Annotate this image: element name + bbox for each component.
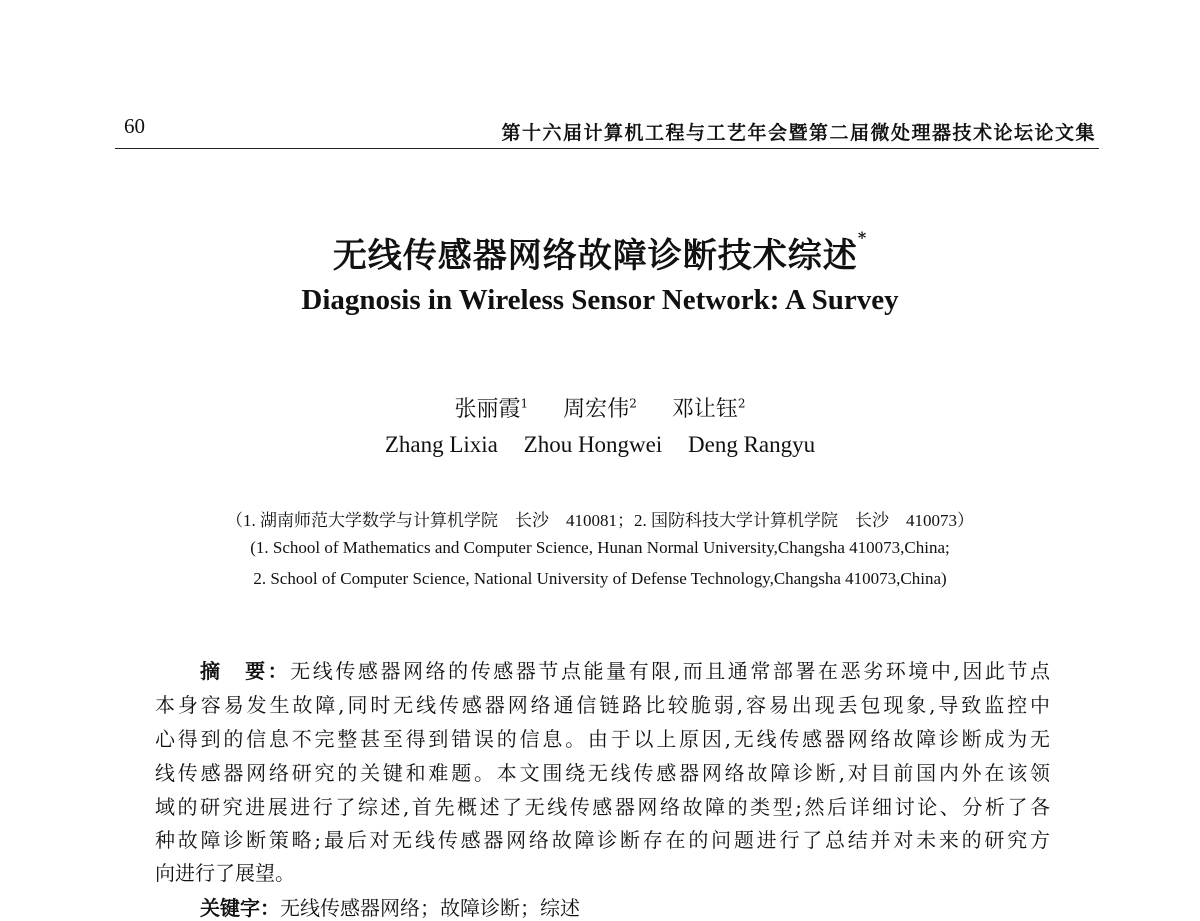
affiliation-english-1: (1. School of Mathematics and Computer Science, Hunan Normal University,Changsha 410073,China; [250,538,950,557]
keywords-label: 关键字： [200,896,280,920]
author [455,397,529,422]
author-english: Zhang Lixia [384,432,498,457]
authors-chinese [0,392,1200,423]
abstract-line: 向进行了展望。 [155,861,295,885]
author [563,397,637,422]
abstract-line [200,655,1050,684]
page-number: 60 [124,114,145,138]
author-affiliation-mark: 2 [629,396,637,411]
author-name: 邓让钰 [671,397,738,422]
author-english: Deng Rangyu [688,432,816,457]
abstract-line: 线传感器网络研究的关键和难题。本文围绕无线传感器网络故障诊断,对目前国内外在该领 [155,761,1050,785]
title-chinese-text: 无线传感器网络故障诊断技术综述 [332,236,858,276]
keywords-text: 无线传感器网络；故障诊断；综述 [280,896,580,920]
abstract-line: 心得到的信息不完整甚至得到错误的信息。由于以上原因,无线传感器网络故障诊断成为无 [155,727,1050,751]
abstract-label: 摘 要： [200,659,291,683]
author-english: Zhou Hongwei [523,432,663,457]
author-affiliation-mark: 2 [737,396,746,411]
affiliation-english-2: 2. School of Computer Science, National University of Defense Technology,Changsha 410073,China) [253,569,947,588]
author-name: 张丽霞 [454,397,521,422]
abstract-text: 无线传感器网络的传感器节点能量有限,而且通常部署在恶劣环境中,因此节点 [290,659,1051,683]
authors-english [0,432,1200,458]
abstract-line: 域的研究进展进行了综述,首先概述了无线传感器网络故障的类型;然后详细讨论、分析了各 [155,795,1050,819]
keywords [200,892,580,921]
affiliation-chinese: （1. 湖南师范大学数学与计算机学院 长沙 410081；2. 国防科技大学计算机学院 长沙 410073） [226,511,974,530]
title-chinese [0,228,1200,277]
abstract-line: 种故障诊断策略;最后对无线传感器网络故障诊断存在的问题进行了总结并对未来的研究方 [155,828,1050,852]
title-english: Diagnosis in Wireless Sensor Network: A Survey [301,284,899,316]
author [672,397,746,422]
header-rule [115,148,1099,149]
running-header: 第十六届计算机工程与工艺年会暨第二届微处理器技术论坛论文集 [501,122,1096,144]
author-name: 周宏伟 [563,397,630,422]
abstract-line: 本身容易发生故障,同时无线传感器网络通信链路比较脆弱,容易出现丢包现象,导致监控中 [155,693,1050,717]
title-footnote-mark: * [857,228,868,247]
author-affiliation-mark: 1 [520,396,529,411]
